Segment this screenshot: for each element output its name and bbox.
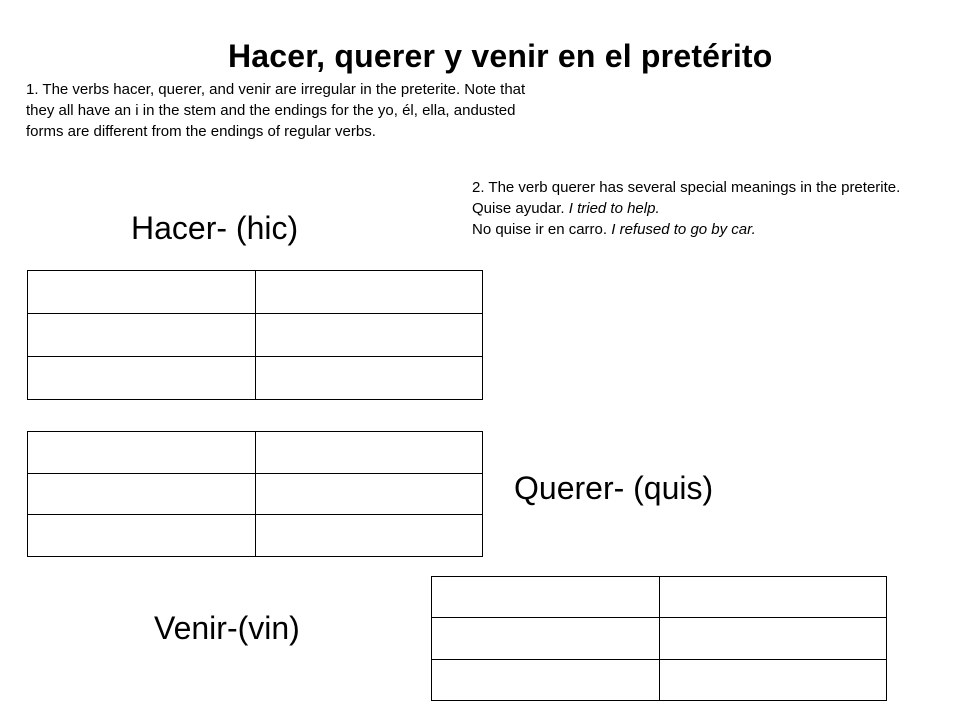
table-cell (659, 577, 887, 618)
slide-title: Hacer, querer y venir en el pretérito (228, 38, 773, 74)
querer-heading: Querer- (quis) (514, 470, 714, 506)
example-1-english: I tried to help. (568, 200, 660, 217)
note-querer-meanings (472, 177, 942, 240)
querer-conjugation-table (27, 431, 483, 557)
table-row (432, 659, 887, 700)
table-cell (432, 659, 660, 700)
table-cell (28, 357, 256, 400)
table-cell (432, 618, 660, 659)
table-cell (255, 314, 483, 357)
example-2 (472, 219, 942, 240)
table-row (28, 314, 483, 357)
table-cell (659, 659, 887, 700)
example-1-spanish: Quise ayudar. (472, 200, 569, 217)
table-row (28, 515, 483, 557)
table-cell (255, 271, 483, 314)
note-irregular-verbs-text: 1. The verbs hacer, querer, and venir are irregular in the preterite. Note that they all have an i in the stem and the endings for the yo, él, ella, andusted forms are different from the endings of regular verbs. (26, 81, 526, 140)
table-cell (255, 473, 483, 515)
note-irregular-verbs (26, 79, 536, 142)
table-cell (28, 515, 256, 557)
table-row (432, 577, 887, 618)
hacer-heading: Hacer- (hic) (131, 210, 299, 246)
table-cell (28, 271, 256, 314)
table-row (432, 618, 887, 659)
table-row (28, 271, 483, 314)
table-cell (28, 473, 256, 515)
table-row (28, 432, 483, 474)
table-cell (659, 618, 887, 659)
venir-heading: Venir-(vin) (154, 610, 300, 646)
table-cell (28, 314, 256, 357)
table-cell (432, 577, 660, 618)
table-row (28, 357, 483, 400)
note-querer-intro: 2. The verb querer has several special meanings in the preterite. (472, 179, 901, 196)
table-cell (255, 357, 483, 400)
hacer-conjugation-table (27, 270, 483, 400)
example-1 (472, 198, 942, 219)
table-row (28, 473, 483, 515)
example-2-english: I refused to go by car. (611, 221, 756, 238)
table-cell (255, 515, 483, 557)
venir-conjugation-table (431, 576, 887, 701)
example-2-spanish: No quise ir en carro. (472, 221, 612, 238)
table-cell (255, 432, 483, 474)
table-cell (28, 432, 256, 474)
